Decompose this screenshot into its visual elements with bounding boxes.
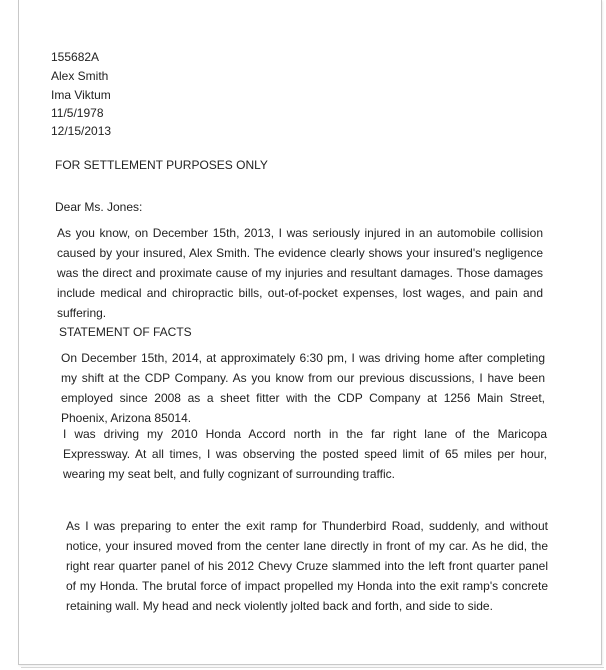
letter-page: [18, 0, 602, 665]
intro-paragraph: As you know, on December 15th, 2013, I was seriously injured in an automobile collision caused by your insured, Alex Smith. The evidence clearly shows your insured's negligence was the direct and proximate cause of my injuries and resultant damages. Those damages include medical and chiropractic bills, out-of-pocket expenses, lost wages, and pain and suffering.: [57, 226, 543, 320]
date-of-loss: 12/15/2013: [51, 124, 112, 138]
facts-heading: STATEMENT OF FACTS: [59, 325, 192, 339]
facts-paragraph-3: As I was preparing to enter the exit ramp for Thunderbird Road, suddenly, and without notice, your insured moved from the center lane directly in front of my car. As he did, the right rear quarter panel of his 2012 Chevy Cruze slammed into the left front quarter panel of my Honda. The brutal force of impact propelled my Honda into the exit ramp's concrete retaining wall. My head and neck violently jolted back and forth, and side to side.: [66, 519, 548, 613]
facts-paragraph-2: I was driving my 2010 Honda Accord north in the far right lane of the Maricopa Expressway. At all times, I was observing the posted speed limit of 65 miles per hour, wearing my seat belt, and fully cognizant of surrounding traffic.: [63, 427, 547, 481]
settlement-notice: FOR SETTLEMENT PURPOSES ONLY: [55, 158, 268, 172]
salutation: Dear Ms. Jones:: [55, 200, 143, 214]
claimant-name: Ima Viktum: [51, 88, 111, 102]
date-of-birth: 11/5/1978: [51, 106, 104, 120]
insured-name: Alex Smith: [51, 69, 109, 83]
facts-paragraph-1: On December 15th, 2014, at approximately 6:30 pm, I was driving home after completing my shift at the CDP Company. As you know from our previous discussions, I have been employed since 2008 as a sheet fitter with the CDP Company at 1256 Main Street, Phoenix, Arizona 85014.: [61, 351, 545, 425]
claim-number: 155682A: [51, 50, 100, 64]
